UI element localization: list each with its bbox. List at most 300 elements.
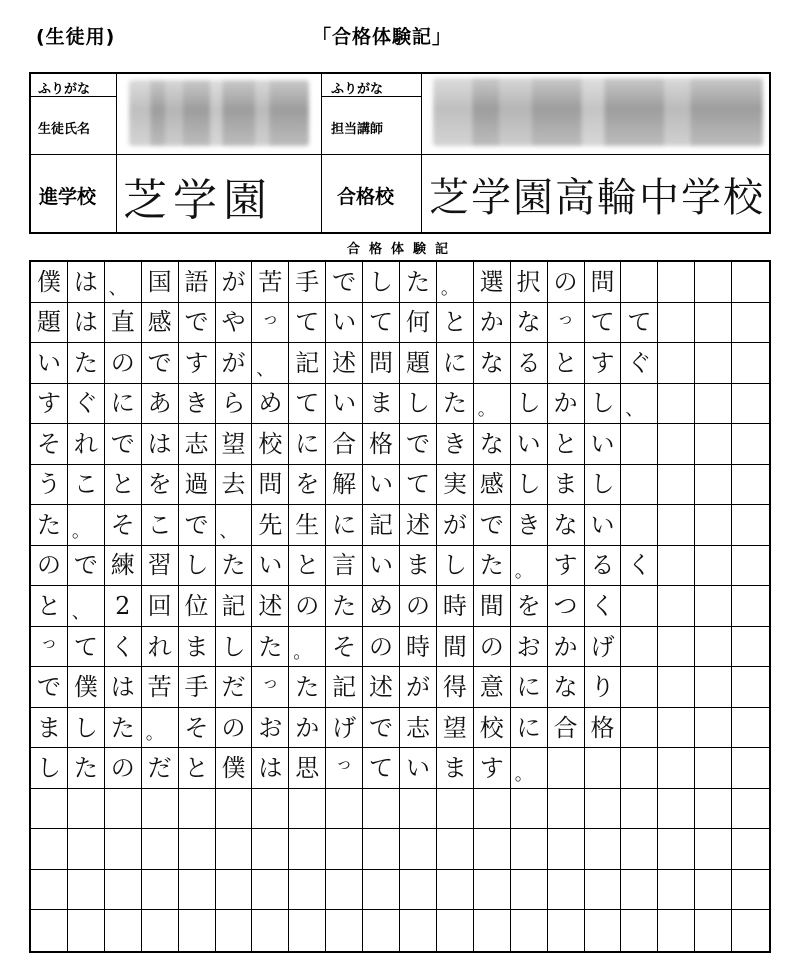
grid-cell: は	[68, 303, 105, 344]
form-type-label: (生徒用)	[36, 26, 116, 48]
grid-cell: 2	[105, 586, 142, 627]
grid-cell: で	[400, 424, 437, 465]
grid-cell	[142, 870, 179, 911]
grid-cell: が	[437, 505, 474, 546]
grid-cell: い	[31, 343, 68, 384]
grid-cell	[585, 870, 622, 911]
grid-cell: な	[511, 303, 548, 344]
grid-cell: の	[400, 586, 437, 627]
grid-cell: で	[363, 708, 400, 749]
grid-cell: 感	[474, 465, 511, 506]
grid-cell: に	[511, 667, 548, 708]
grid-cell: と	[548, 424, 585, 465]
grid-cell	[105, 789, 142, 830]
grid-cell: 時	[400, 627, 437, 668]
grid-cell: た	[326, 586, 363, 627]
grid-cell	[658, 627, 695, 668]
grid-cell: い	[585, 424, 622, 465]
grid-cell: 間	[437, 627, 474, 668]
grid-cell: 苦	[142, 667, 179, 708]
grid-cell: 時	[437, 586, 474, 627]
grid-cell	[658, 546, 695, 587]
grid-cell	[105, 910, 142, 951]
grid-cell: で	[105, 424, 142, 465]
grid-cell: が	[216, 343, 253, 384]
grid-cell	[621, 262, 658, 303]
grid-cell	[400, 789, 437, 830]
grid-cell: ま	[437, 748, 474, 789]
grid-cell	[548, 829, 585, 870]
grid-cell: き	[511, 505, 548, 546]
furigana-label-teacher: ふりがな	[331, 82, 384, 97]
grid-cell	[695, 667, 732, 708]
grid-cell	[732, 343, 769, 384]
grid-cell	[732, 586, 769, 627]
grid-cell	[400, 910, 437, 951]
grid-cell	[437, 910, 474, 951]
grid-cell	[621, 748, 658, 789]
grid-cell: す	[474, 748, 511, 789]
grid-cell: だ	[216, 667, 253, 708]
grid-cell: 。	[511, 748, 548, 789]
grid-cell: ま	[31, 708, 68, 749]
grid-cell	[732, 870, 769, 911]
grid-cell	[658, 586, 695, 627]
grid-cell: い	[511, 424, 548, 465]
grid-cell	[511, 910, 548, 951]
grid-cell: め	[252, 384, 289, 425]
form-title: 「合格体験記」	[312, 26, 453, 48]
grid-cell: 。	[474, 384, 511, 425]
grid-cell	[326, 910, 363, 951]
grid-cell	[658, 465, 695, 506]
grid-cell: っ	[326, 748, 363, 789]
grid-cell: る	[511, 343, 548, 384]
grid-cell: た	[68, 748, 105, 789]
grid-cell: 述	[326, 343, 363, 384]
grid-cell	[732, 910, 769, 951]
grid-cell: し	[511, 465, 548, 506]
grid-cell: が	[216, 262, 253, 303]
grid-cell	[326, 870, 363, 911]
grid-cell	[474, 910, 511, 951]
grid-cell: い	[363, 546, 400, 587]
grid-cell	[621, 789, 658, 830]
grid-cell: 格	[585, 708, 622, 749]
grid-cell: 問	[363, 343, 400, 384]
grid-cell: た	[474, 546, 511, 587]
grid-cell: で	[326, 262, 363, 303]
grid-cell	[621, 505, 658, 546]
grid-cell	[216, 789, 253, 830]
grid-cell: し	[179, 546, 216, 587]
grid-cell	[585, 910, 622, 951]
grid-cell: 。	[289, 627, 326, 668]
grid-cell: の	[474, 627, 511, 668]
grid-cell	[732, 627, 769, 668]
grid-cell	[252, 870, 289, 911]
grid-cell: 過	[179, 465, 216, 506]
grid-cell: て	[289, 384, 326, 425]
grid-cell: し	[585, 465, 622, 506]
grid-cell: の	[31, 546, 68, 587]
grid-cell	[216, 910, 253, 951]
grid-cell	[179, 829, 216, 870]
grid-cell	[548, 910, 585, 951]
grid-cell: 志	[400, 708, 437, 749]
grid-cell	[68, 829, 105, 870]
grid-cell: を	[142, 465, 179, 506]
grid-cell: き	[437, 424, 474, 465]
grid-cell: し	[585, 384, 622, 425]
grid-cell: 。	[68, 505, 105, 546]
grid-cell: だ	[142, 748, 179, 789]
grid-cell: が	[400, 667, 437, 708]
grid-cell: 、	[216, 505, 253, 546]
grid-cell: 述	[252, 586, 289, 627]
grid-cell: 。	[437, 262, 474, 303]
grid-cell: 僕	[68, 667, 105, 708]
grid-cell: た	[289, 667, 326, 708]
grid-cell	[179, 789, 216, 830]
grid-cell: く	[585, 586, 622, 627]
grid-cell: の	[105, 343, 142, 384]
grid-cell: 解	[326, 465, 363, 506]
essay-title: 合格体験記	[346, 242, 457, 257]
grid-cell: 問	[585, 262, 622, 303]
grid-cell	[31, 829, 68, 870]
grid-cell	[363, 789, 400, 830]
grid-cell: し	[511, 384, 548, 425]
grid-cell	[658, 303, 695, 344]
grid-cell: 回	[142, 586, 179, 627]
grid-cell: た	[105, 708, 142, 749]
grid-cell: を	[289, 465, 326, 506]
grid-cell: で	[179, 303, 216, 344]
grid-cell: 苦	[252, 262, 289, 303]
grid-cell	[732, 303, 769, 344]
grid-cell: に	[326, 505, 363, 546]
grid-cell	[437, 870, 474, 911]
grid-cell	[695, 586, 732, 627]
grid-cell: 習	[142, 546, 179, 587]
grid-cell: の	[289, 586, 326, 627]
grid-cell	[695, 708, 732, 749]
grid-cell	[252, 789, 289, 830]
grid-cell: で	[142, 343, 179, 384]
grid-cell: な	[548, 505, 585, 546]
grid-cell	[326, 789, 363, 830]
grid-cell	[621, 627, 658, 668]
grid-cell	[695, 303, 732, 344]
grid-cell	[289, 829, 326, 870]
grid-cell: 、	[68, 586, 105, 627]
grid-cell: 位	[179, 586, 216, 627]
grid-cell	[732, 465, 769, 506]
grid-cell: そ	[31, 424, 68, 465]
grid-cell: の	[216, 708, 253, 749]
student-name-label: 生徒氏名	[38, 122, 91, 137]
grid-cell: な	[474, 424, 511, 465]
grid-cell: す	[179, 343, 216, 384]
grid-cell: い	[252, 546, 289, 587]
grid-cell	[695, 424, 732, 465]
grid-cell: っ	[548, 303, 585, 344]
grid-cell	[474, 829, 511, 870]
grid-cell: い	[585, 505, 622, 546]
grid-cell: し	[31, 748, 68, 789]
grid-cell: 去	[216, 465, 253, 506]
grid-cell: 合	[548, 708, 585, 749]
grid-cell	[658, 789, 695, 830]
grid-cell: る	[585, 546, 622, 587]
grid-cell: に	[289, 424, 326, 465]
grid-cell	[732, 829, 769, 870]
grid-cell: は	[142, 424, 179, 465]
grid-cell	[695, 262, 732, 303]
grid-cell: て	[68, 627, 105, 668]
grid-cell	[511, 789, 548, 830]
grid-cell: ま	[548, 465, 585, 506]
grid-cell	[658, 910, 695, 951]
grid-cell: お	[252, 708, 289, 749]
grid-cell	[474, 789, 511, 830]
grid-cell: し	[437, 546, 474, 587]
manuscript-grid	[29, 260, 771, 953]
grid-cell: 合	[326, 424, 363, 465]
grid-cell	[695, 910, 732, 951]
grid-cell	[437, 789, 474, 830]
grid-cell: た	[437, 384, 474, 425]
grid-cell: か	[548, 627, 585, 668]
grid-cell	[732, 424, 769, 465]
grid-cell	[658, 748, 695, 789]
grid-cell: っ	[31, 627, 68, 668]
grid-cell	[105, 870, 142, 911]
grid-cell: め	[363, 586, 400, 627]
grid-cell: あ	[142, 384, 179, 425]
grid-cell	[31, 870, 68, 911]
grid-cell: 校	[252, 424, 289, 465]
grid-cell	[474, 870, 511, 911]
grid-cell: 望	[216, 424, 253, 465]
grid-cell: 記	[363, 505, 400, 546]
grid-cell: の	[105, 748, 142, 789]
grid-cell	[511, 829, 548, 870]
grid-cell	[105, 829, 142, 870]
grid-cell: た	[400, 262, 437, 303]
grid-cell: れ	[68, 424, 105, 465]
grid-cell: は	[105, 667, 142, 708]
grid-cell: で	[68, 546, 105, 587]
grid-cell	[695, 870, 732, 911]
grid-cell	[695, 384, 732, 425]
grid-cell: こ	[68, 465, 105, 506]
grid-cell: 語	[179, 262, 216, 303]
grid-cell	[289, 870, 326, 911]
grid-cell	[658, 424, 695, 465]
grid-cell	[548, 870, 585, 911]
grid-cell: す	[548, 546, 585, 587]
grid-cell	[732, 505, 769, 546]
grid-cell	[437, 829, 474, 870]
grid-cell	[179, 870, 216, 911]
grid-cell: し	[68, 708, 105, 749]
grid-cell: 記	[216, 586, 253, 627]
grid-cell: 問	[252, 465, 289, 506]
student-name-redacted	[129, 80, 309, 146]
grid-cell: そ	[105, 505, 142, 546]
grid-cell: い	[400, 748, 437, 789]
grid-cell	[732, 667, 769, 708]
teacher-name-redacted	[433, 78, 763, 146]
grid-cell: き	[179, 384, 216, 425]
grid-cell	[289, 910, 326, 951]
grid-cell: 僕	[216, 748, 253, 789]
grid-cell: ま	[179, 627, 216, 668]
grid-cell: れ	[142, 627, 179, 668]
grid-cell: 望	[437, 708, 474, 749]
grid-cell: か	[474, 303, 511, 344]
grid-cell: く	[621, 546, 658, 587]
grid-cell: な	[548, 667, 585, 708]
grid-cell: と	[105, 465, 142, 506]
grid-cell	[695, 465, 732, 506]
grid-cell	[732, 748, 769, 789]
grid-cell: て	[363, 303, 400, 344]
grid-cell: こ	[142, 505, 179, 546]
grid-cell	[658, 708, 695, 749]
grid-cell	[658, 343, 695, 384]
grid-cell: 手	[289, 262, 326, 303]
grid-cell: と	[31, 586, 68, 627]
grid-cell: つ	[548, 586, 585, 627]
grid-cell: し	[400, 384, 437, 425]
grid-cell: 直	[105, 303, 142, 344]
grid-cell: 、	[105, 262, 142, 303]
grid-cell: そ	[326, 627, 363, 668]
passed-school-label: 合格校	[337, 186, 395, 208]
grid-cell: て	[585, 303, 622, 344]
grid-cell: う	[31, 465, 68, 506]
grid-cell: ま	[363, 384, 400, 425]
grid-cell: し	[216, 627, 253, 668]
grid-cell	[621, 870, 658, 911]
grid-cell: 記	[289, 343, 326, 384]
grid-cell	[289, 789, 326, 830]
grid-cell	[585, 748, 622, 789]
grid-cell: て	[621, 303, 658, 344]
grid-cell: に	[437, 343, 474, 384]
grid-cell	[585, 829, 622, 870]
grid-cell: で	[179, 505, 216, 546]
grid-cell	[658, 262, 695, 303]
grid-cell: 、	[252, 343, 289, 384]
grid-cell	[216, 870, 253, 911]
grid-cell	[326, 829, 363, 870]
grid-cell: の	[363, 627, 400, 668]
grid-cell: て	[363, 748, 400, 789]
grid-cell: す	[585, 343, 622, 384]
grid-cell: は	[252, 748, 289, 789]
grid-cell: ら	[216, 384, 253, 425]
grid-cell	[695, 343, 732, 384]
furigana-label-student: ふりがな	[38, 82, 91, 97]
grid-cell	[732, 546, 769, 587]
grid-cell: な	[474, 343, 511, 384]
grid-cell	[621, 910, 658, 951]
grid-cell: 。	[142, 708, 179, 749]
grid-cell	[695, 627, 732, 668]
grid-cell	[548, 789, 585, 830]
grid-cell: か	[548, 384, 585, 425]
grid-cell: の	[548, 262, 585, 303]
grid-cell: か	[289, 708, 326, 749]
grid-cell	[695, 829, 732, 870]
grid-cell: そ	[179, 708, 216, 749]
grid-cell: 択	[511, 262, 548, 303]
grid-cell	[400, 829, 437, 870]
grid-cell	[621, 424, 658, 465]
grid-cell: た	[216, 546, 253, 587]
grid-cell: い	[326, 384, 363, 425]
grid-cell: 先	[252, 505, 289, 546]
grid-cell	[68, 870, 105, 911]
grid-cell: げ	[585, 627, 622, 668]
grid-cell: い	[326, 303, 363, 344]
grid-cell	[658, 667, 695, 708]
grid-cell: 得	[437, 667, 474, 708]
grid-cell	[658, 384, 695, 425]
school-label: 進学校	[39, 186, 97, 208]
grid-cell: り	[585, 667, 622, 708]
student-info-table	[29, 72, 771, 234]
grid-cell: 国	[142, 262, 179, 303]
grid-cell: お	[511, 627, 548, 668]
grid-cell: た	[68, 343, 105, 384]
grid-cell: に	[105, 384, 142, 425]
grid-cell	[695, 748, 732, 789]
grid-cell	[68, 789, 105, 830]
grid-cell: と	[289, 546, 326, 587]
grid-cell	[621, 586, 658, 627]
grid-cell: 僕	[31, 262, 68, 303]
grid-cell: 、	[621, 384, 658, 425]
grid-cell: 題	[400, 343, 437, 384]
grid-cell	[732, 789, 769, 830]
grid-cell: 選	[474, 262, 511, 303]
grid-cell: て	[400, 465, 437, 506]
grid-cell: で	[474, 505, 511, 546]
grid-cell	[142, 789, 179, 830]
grid-cell: 言	[326, 546, 363, 587]
grid-cell	[363, 829, 400, 870]
grid-cell	[511, 870, 548, 911]
grid-cell: っ	[252, 667, 289, 708]
grid-cell: 何	[400, 303, 437, 344]
grid-cell	[68, 910, 105, 951]
grid-cell: 実	[437, 465, 474, 506]
grid-cell: で	[31, 667, 68, 708]
grid-cell	[179, 910, 216, 951]
grid-cell: 思	[289, 748, 326, 789]
grid-cell: 述	[400, 505, 437, 546]
grid-cell	[585, 789, 622, 830]
grid-cell: 生	[289, 505, 326, 546]
grid-cell: 意	[474, 667, 511, 708]
grid-cell: と	[548, 343, 585, 384]
grid-cell: た	[31, 505, 68, 546]
